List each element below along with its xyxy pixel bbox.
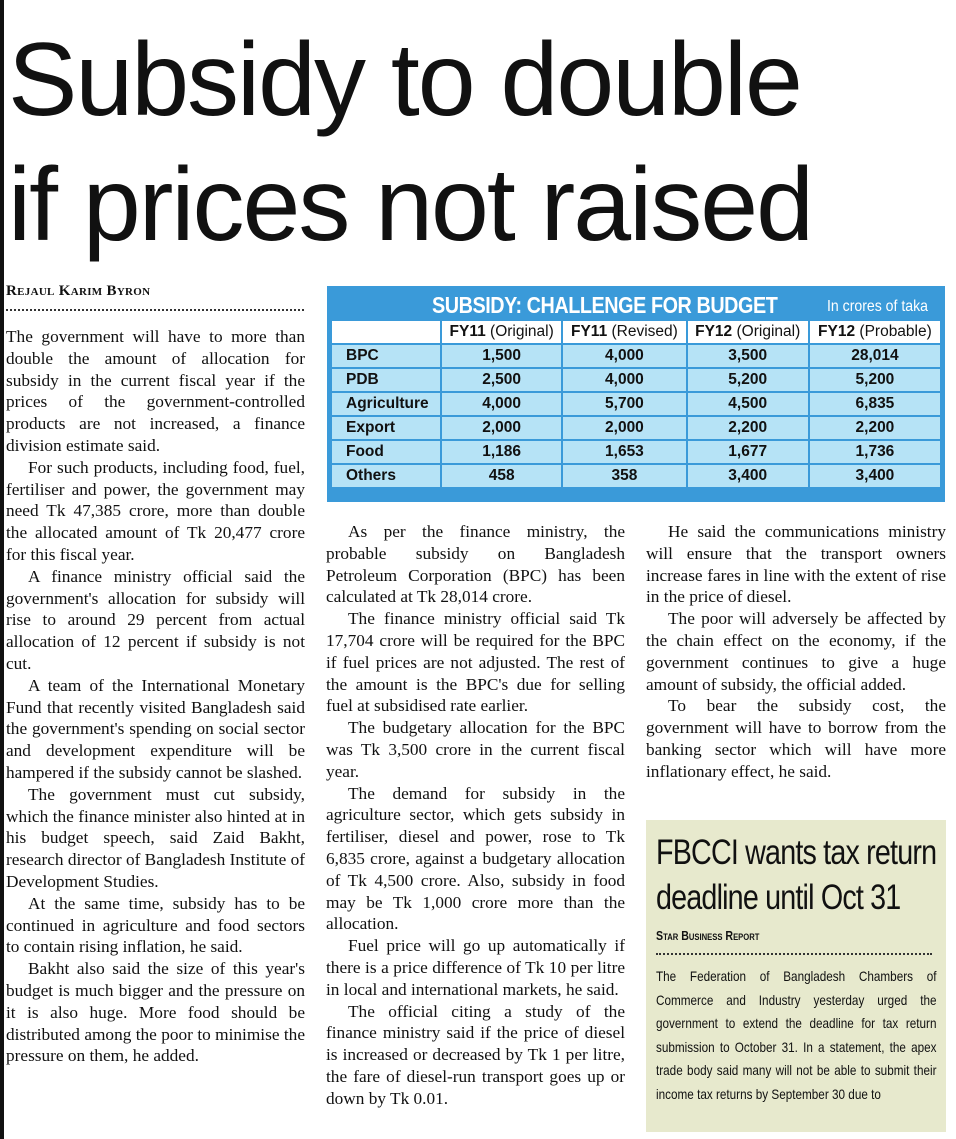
headline-line-2: if prices not raised (8, 147, 812, 263)
paragraph: The government will have to more than double the amount of allocation for subsidy in the current fiscal year if the prices of the government-controlled products are not increased, a finance division estimate said. (6, 327, 305, 455)
row-label: Food (331, 440, 441, 464)
sidebar-text: The Federation of Bangladesh Chambers of Commerce and Industry yesterday urged the government to extend the deadline for tax return submission to October 31. In a statement, the apex trade body said many will not be able to submit their income tax returns by September 30 due to (656, 969, 937, 1102)
table-cell: 5,200 (687, 368, 809, 392)
column-header: FY12 (Original) (687, 320, 809, 344)
table-cell: 358 (562, 464, 686, 488)
paragraph: For such products, including food, fuel, fertiliser and power, the government may need Tk 47,385 crore, more than double the allocated amount of Tk 20,477 crore for this fiscal year. (6, 457, 305, 564)
table-row (331, 344, 941, 368)
paragraph: The demand for subsidy in the agriculture sector, which gets subsidy in fertiliser, diesel and power, rose to Tk 6,835 crore, against a budgetary allocation of Tk 4,500 crore. Also, subsidy in food may be Tk 1,000 crore more than the allocation. (326, 783, 625, 934)
paragraph: The official citing a study of the finance ministry said if the price of diesel is increased or decreased by Tk 1 per litre, the fare of diesel-run transport goes up or down by Tk 0.01. (326, 1001, 625, 1108)
table-cell: 5,700 (562, 392, 686, 416)
table-cell: 2,000 (562, 416, 686, 440)
row-label: Agriculture (331, 392, 441, 416)
table-cell: 1,677 (687, 440, 809, 464)
table-row (331, 464, 941, 488)
table-row (331, 440, 941, 464)
paragraph: At the same time, subsidy has to be continued in agriculture and food sectors to contain rising inflation, he said. (6, 893, 305, 957)
paragraph: The finance ministry official said Tk 17,704 crore will be required for the BPC if fuel prices are not adjusted. The rest of the amount is the BPC's due for selling fuel at subsidised rate earlier. (326, 609, 625, 716)
table-cell: 3,400 (687, 464, 809, 488)
table-cell: 1,653 (562, 440, 686, 464)
table-cell: 3,500 (687, 344, 809, 368)
table-cell: 1,736 (809, 440, 941, 464)
table-row (331, 416, 941, 440)
table-cell: 4,000 (441, 392, 562, 416)
table-cell: 2,000 (441, 416, 562, 440)
sidebar-headline-line-2: deadline until Oct 31 (656, 878, 901, 917)
row-label: PDB (331, 368, 441, 392)
article-column-3 (646, 521, 946, 783)
paragraph: As per the finance ministry, the probable subsidy on Bangladesh Petroleum Corporation (BPC) has been calculated at Tk 28,014 crore. (326, 522, 625, 607)
table-cell: 458 (441, 464, 562, 488)
paragraph: A team of the International Monetary Fund that recently visited Bangladesh said the government's spending on social sector and development expenditure will be hampered if the subsidy cannot be slashed. (6, 675, 305, 782)
column-header: FY11 (Original) (441, 320, 562, 344)
paragraph: Bakht also said the size of this year's budget is much bigger and the pressure on it is also huge. More food should be distributed among the poor to minimise the pressure on them, he added. (6, 959, 305, 1066)
row-label: Export (331, 416, 441, 440)
table-row (331, 368, 941, 392)
byline-divider (6, 309, 304, 311)
column-header: FY12 (Probable) (809, 320, 941, 344)
table-row (331, 392, 941, 416)
table-cell: 4,000 (562, 368, 686, 392)
paragraph: Fuel price will go up automatically if there is a price difference of Tk 10 per litre in local and international markets, he said. (326, 936, 625, 999)
table-cell: 5,200 (809, 368, 941, 392)
sidebar-story (646, 820, 946, 1132)
table-unit: In crores of taka (827, 298, 929, 315)
table-title-row (330, 289, 942, 319)
article-column-1 (6, 326, 305, 1067)
row-label: BPC (331, 344, 441, 368)
headline (8, 18, 948, 268)
table-title: SUBSIDY: CHALLENGE FOR BUDGET (432, 292, 778, 318)
sidebar-headline-line-1: FBCCI wants tax return (656, 833, 937, 872)
paragraph: The budgetary allocation for the BPC was Tk 3,500 crore in the current fiscal year. (326, 718, 625, 781)
table-cell: 2,200 (809, 416, 941, 440)
row-label: Others (331, 464, 441, 488)
table-cell: 4,500 (687, 392, 809, 416)
subsidy-table (330, 319, 942, 489)
table-cell: 1,186 (441, 440, 562, 464)
subsidy-table-box (327, 286, 945, 502)
table-corner-cell (331, 320, 441, 344)
table-cell: 4,000 (562, 344, 686, 368)
table-cell: 3,400 (809, 464, 941, 488)
paragraph: The government must cut subsidy, which the finance minister also hinted at in his budget speech, said Zaid Bakht, research director of Bangladesh Institute of Development Studies. (6, 784, 305, 891)
left-margin-rule (0, 0, 4, 1139)
sidebar-byline: Star Business Report (656, 929, 760, 943)
headline-line-1: Subsidy to double (8, 22, 801, 138)
article-column-2 (326, 521, 625, 1110)
table-cell: 28,014 (809, 344, 941, 368)
paragraph: He said the communications ministry will ensure that the transport owners increase fares in line with the extent of rise in the price of diesel. (646, 522, 946, 607)
table-cell: 1,500 (441, 344, 562, 368)
sidebar-divider (656, 953, 932, 955)
table-cell: 2,500 (441, 368, 562, 392)
sidebar-headline (656, 830, 935, 920)
author-byline (6, 283, 306, 311)
column-header: FY11 (Revised) (562, 320, 686, 344)
author-name: Rejaul Karim Byron (6, 283, 151, 299)
table-cell: 2,200 (687, 416, 809, 440)
paragraph: To bear the subsidy cost, the government will have to borrow from the banking sector which will have more inflationary effect, he said. (646, 696, 946, 781)
table-cell: 6,835 (809, 392, 941, 416)
table-header-row (331, 320, 941, 344)
paragraph: A finance ministry official said the government's allocation for subsidy will rise to around 29 percent from actual allocation of 12 percent if subsidy is not cut. (6, 566, 305, 673)
paragraph: The poor will adversely be affected by the chain effect on the economy, if the government continues to give a huge amount of subsidy, the official added. (646, 609, 946, 694)
